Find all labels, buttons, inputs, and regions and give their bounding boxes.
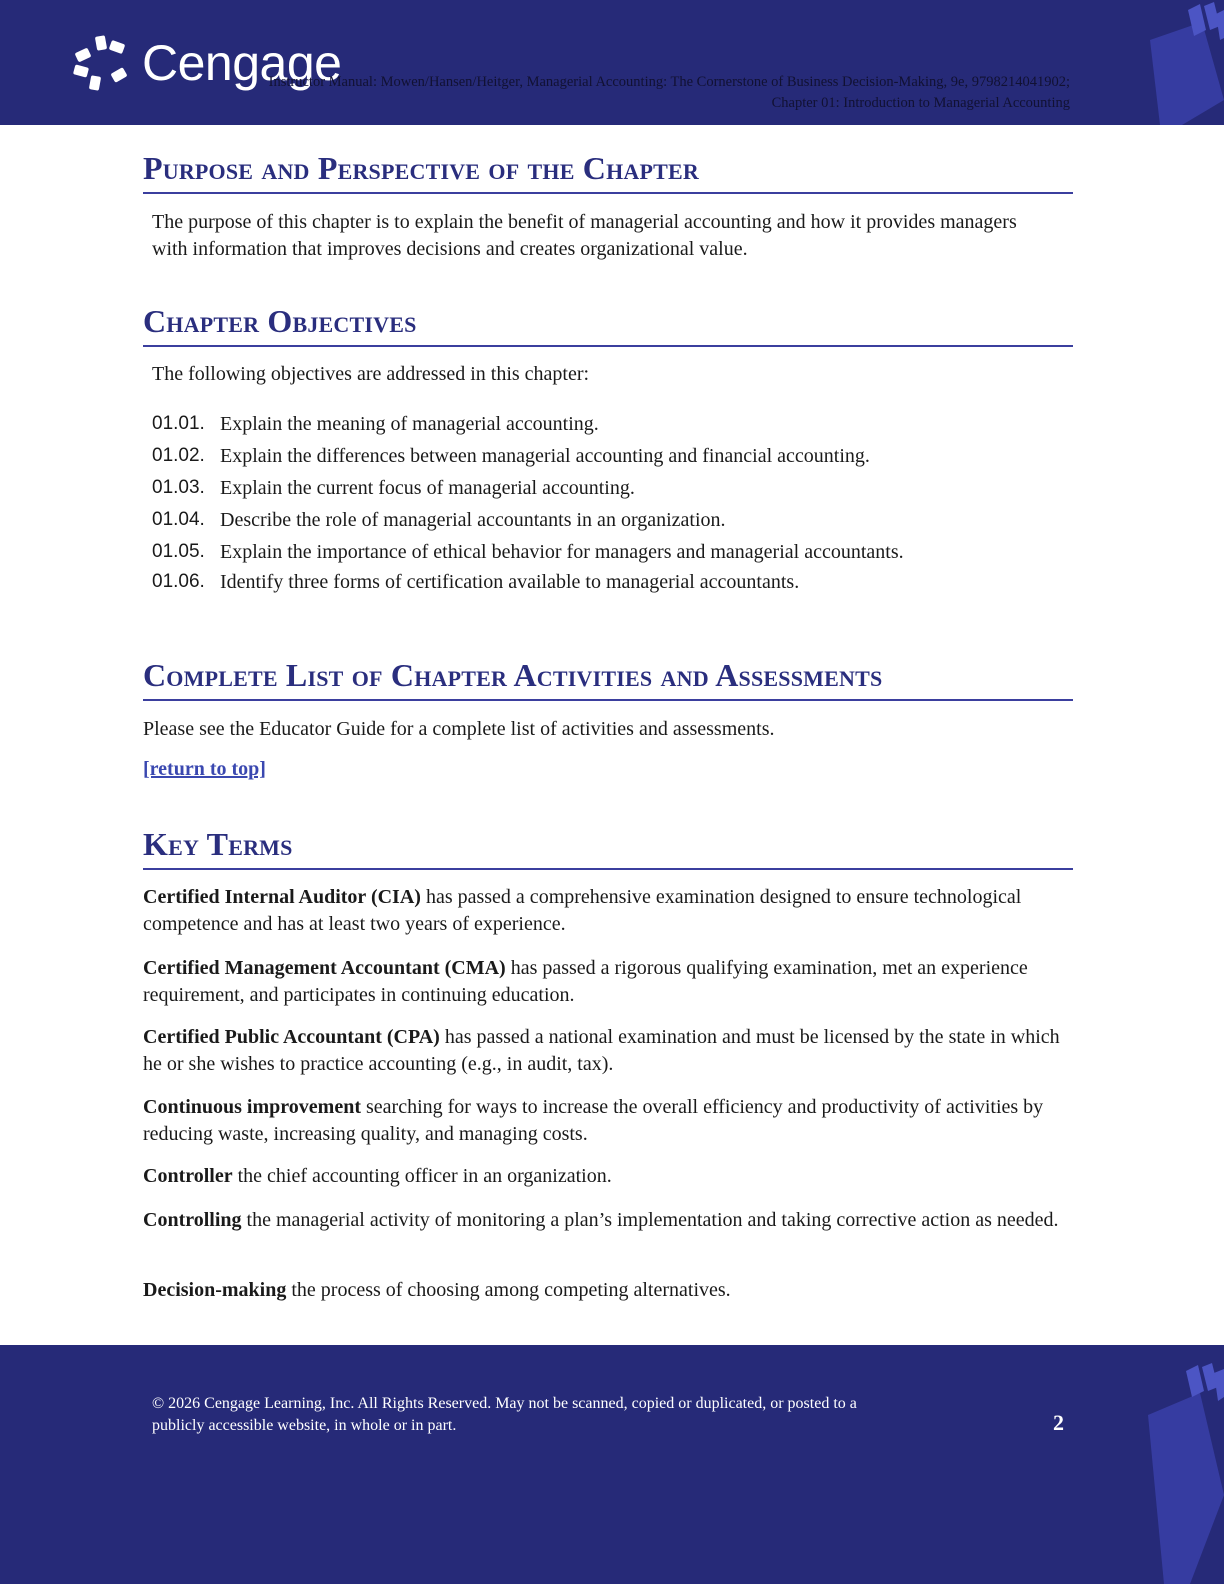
objective-number: 01.01.	[152, 413, 205, 434]
objective-item	[152, 472, 1072, 504]
return-to-top-link[interactable]: [return to top]	[143, 758, 266, 780]
key-term-name: Decision-making	[143, 1279, 287, 1301]
key-term-name: Certified Public Accountant (CPA)	[143, 1026, 440, 1048]
heading-purpose: Purpose and Perspective of the Chapter	[143, 152, 1073, 194]
key-term-item	[143, 1163, 1073, 1190]
key-term-name: Certified Management Accountant (CMA)	[143, 957, 506, 979]
decorative-stripes-icon	[1130, 0, 1224, 125]
key-term-name: Certified Internal Auditor (CIA)	[143, 886, 421, 908]
key-term-name: Controlling	[143, 1209, 242, 1231]
key-term-definition: the process of choosing among competing alternatives.	[286, 1279, 731, 1301]
key-term-name: Controller	[143, 1165, 233, 1187]
objective-number: 01.05.	[152, 541, 205, 562]
key-term-name: Continuous improvement	[143, 1096, 361, 1118]
key-term-item	[143, 1207, 1073, 1234]
key-term-item	[143, 1094, 1073, 1148]
running-head-line-1: Instructor Manual: Mowen/Hansen/Heitger, Managerial Accounting: The Cornerstone of Business Decision-Making, 9e, 9798214041902;	[268, 74, 1070, 90]
header-band	[0, 0, 1224, 125]
running-head	[170, 72, 1070, 114]
objective-text: Explain the importance of ethical behavior for managers and managerial accountants.	[220, 541, 904, 563]
key-term-definition: searching for ways to increase the overall efficiency and productivity of activities by reducing waste, increasing quality, and managing costs.	[143, 1096, 1044, 1145]
copyright-notice: © 2026 Cengage Learning, Inc. All Rights Reserved. May not be scanned, copied or duplicated, or posted to a publicly accessible website, in whole or in part.	[152, 1395, 857, 1434]
heading-activities: Complete List of Chapter Activities and Assessments	[143, 659, 1073, 701]
key-term-item	[143, 955, 1073, 1009]
objectives-list	[152, 408, 1072, 596]
key-term-item	[143, 1024, 1073, 1078]
activities-paragraph: Please see the Educator Guide for a complete list of activities and assessments.	[143, 718, 775, 740]
objective-text: Identify three forms of certification available to managerial accountants.	[220, 571, 800, 593]
key-term-definition: has passed a rigorous qualifying examination, met an experience requirement, and participates in continuing education.	[143, 957, 1028, 1006]
decorative-stripes-icon	[1130, 1345, 1224, 1584]
cengage-logo-mark-icon	[72, 34, 134, 92]
running-head-line-2: Chapter 01: Introduction to Managerial Accounting	[771, 95, 1070, 111]
objective-text: Explain the current focus of managerial accounting.	[220, 477, 635, 499]
key-term-definition: has passed a comprehensive examination designed to ensure technological competence and has at least two years of experience.	[143, 886, 1022, 935]
key-term-item	[143, 1277, 1073, 1304]
key-term-item	[143, 884, 1073, 938]
key-term-definition: has passed a national examination and must be licensed by the state in which he or she wishes to practice accounting (e.g., in audit, tax).	[143, 1026, 1060, 1075]
heading-objectives: Chapter Objectives	[143, 305, 1073, 347]
heading-key-terms: Key Terms	[143, 828, 1073, 870]
objective-item	[152, 440, 1072, 472]
objective-number: 01.02.	[152, 445, 205, 466]
objective-item	[152, 504, 1072, 536]
key-term-definition: the chief accounting officer in an organization.	[232, 1165, 612, 1187]
objective-text: Explain the differences between managerial accounting and financial accounting.	[220, 445, 870, 467]
logo-wordmark: Cengage	[142, 35, 342, 91]
footer-band	[0, 1345, 1224, 1584]
objective-number: 01.06.	[152, 571, 205, 592]
purpose-paragraph: The purpose of this chapter is to explain the benefit of managerial accounting and how it provides managers with information that improves decisions and creates organizational value.	[152, 211, 1017, 260]
objective-number: 01.04.	[152, 509, 205, 530]
objectives-intro: The following objectives are addressed in this chapter:	[152, 363, 590, 385]
objective-item	[152, 568, 1072, 596]
objective-text: Explain the meaning of managerial accounting.	[220, 413, 599, 435]
key-term-definition: the managerial activity of monitoring a plan’s implementation and taking corrective action as needed.	[241, 1209, 1059, 1231]
objective-item	[152, 536, 1072, 568]
objective-text: Describe the role of managerial accountants in an organization.	[220, 509, 726, 531]
objective-item	[152, 408, 1072, 440]
page-number: 2	[1053, 1410, 1064, 1435]
objective-number: 01.03.	[152, 477, 205, 498]
